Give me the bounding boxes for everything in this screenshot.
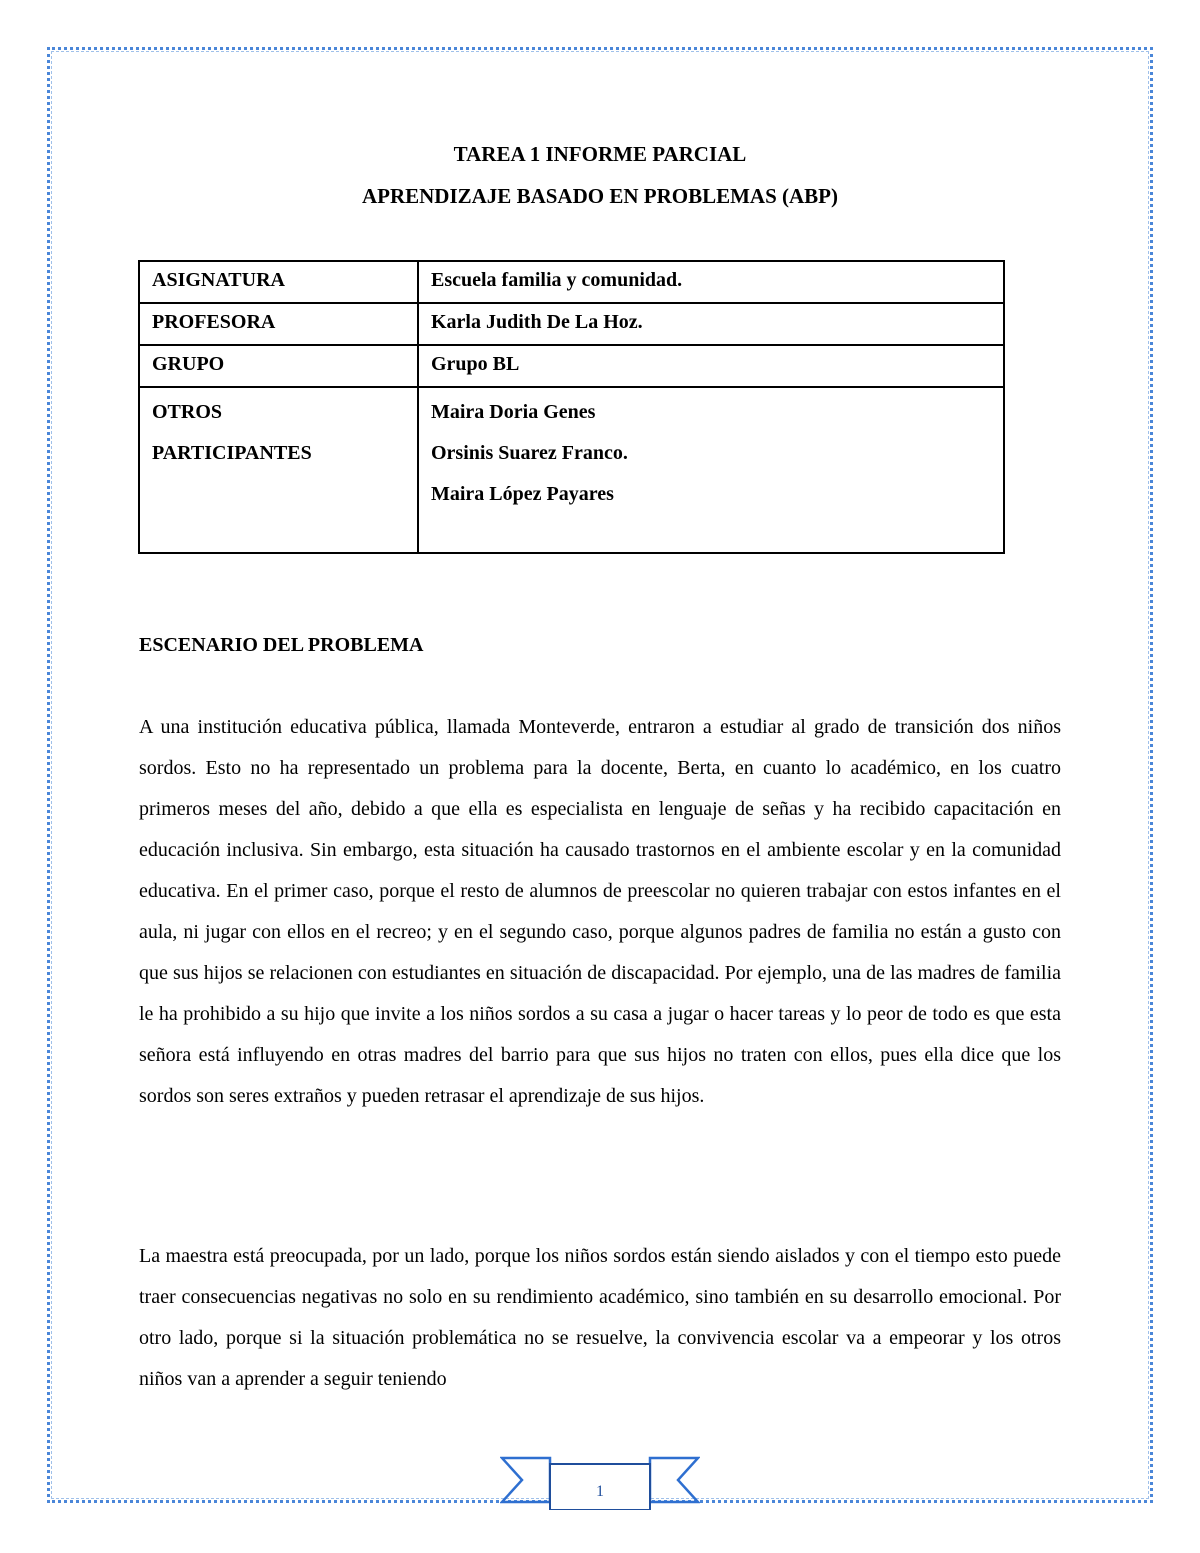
row-label-participantes <box>139 387 418 553</box>
row-value-profesora: Karla Judith De La Hoz. <box>418 303 1004 345</box>
page-number: 1 <box>596 1483 604 1500</box>
row-label-grupo: GRUPO <box>139 345 418 387</box>
table-row <box>139 261 1004 303</box>
row-value-asignatura: Escuela familia y comunidad. <box>418 261 1004 303</box>
participants-label-line1: OTROS <box>152 401 223 423</box>
document-title: TAREA 1 INFORME PARCIAL <box>453 142 747 166</box>
table-row <box>139 387 1004 553</box>
table-row <box>139 303 1004 345</box>
paragraph-1: A una institución educativa pública, llamada Monteverde, entraron a estudiar al grado de transición dos niños sordos. Esto no ha representado un problema para la docente, Berta, en cuanto lo académico, en los cuatro primeros meses del año, debido a que ella es especialista en lenguaje de señas y ha recibido capacitación en educación inclusiva. Sin embargo, esta situación ha causado trastornos en el ambiente escolar y en la comunidad educativa. En el primer caso, porque el resto de alumnos de preescolar no quieren trabajar con estos infantes en el aula, ni jugar con ellos en el recreo; y en el segundo caso, porque algunos padres de familia no están a gusto con que sus hijos se relacionen con estudiantes en situación de discapacidad. Por ejemplo, una de las madres de familia le ha prohibido a su hijo que invite a los niños sordos a su casa a jugar o hacer tareas y lo peor de todo es que esta señora está influyendo en otras madres del barrio para que sus hijos no traten con ellos, pues ella dice que los sordos son seres extraños y pueden retrasar el aprendizaje de sus hijos. <box>139 716 1061 1107</box>
participants-label-line2: PARTICIPANTES <box>152 442 312 464</box>
section-heading: ESCENARIO DEL PROBLEMA <box>139 634 424 656</box>
row-label-profesora: PROFESORA <box>139 303 418 345</box>
footer-ribbon-ornament <box>500 1450 700 1510</box>
paragraph-2: La maestra está preocupada, por un lado, porque los niños sordos están siendo aislados y con el tiempo esto puede traer consecuencias negativas no solo en su rendimiento académico, sino también en su desarrollo emocional. Por otro lado, porque si la situación problemática no se resuelve, la convivencia escolar va a empeorar y los otros niños van a aprender a seguir teniendo <box>139 1245 1061 1390</box>
info-table <box>138 260 1005 554</box>
table-row <box>139 345 1004 387</box>
document-subtitle: APRENDIZAJE BASADO EN PROBLEMAS (ABP) <box>361 184 839 208</box>
participant-name: Maira López Payares <box>431 483 614 505</box>
row-label-asignatura: ASIGNATURA <box>139 261 418 303</box>
row-value-grupo: Grupo BL <box>418 345 1004 387</box>
participant-name: Maira Doria Genes <box>431 401 596 423</box>
row-value-participantes <box>418 387 1004 553</box>
participant-name: Orsinis Suarez Franco. <box>431 442 628 464</box>
